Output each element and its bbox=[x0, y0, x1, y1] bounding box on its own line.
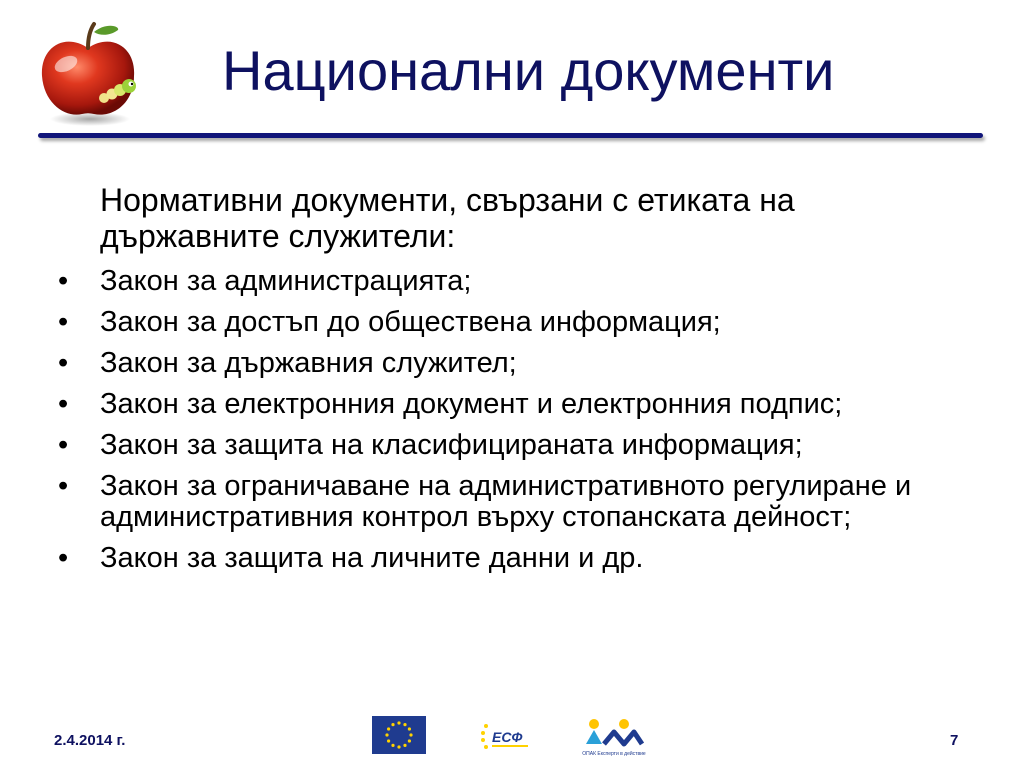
page-number: 7 bbox=[950, 732, 959, 749]
list-item bbox=[56, 389, 956, 420]
svg-text:ЕСФ: ЕСФ bbox=[492, 729, 523, 745]
bullet-symbol: • bbox=[58, 470, 69, 502]
svg-text:ОПАК Експерти в действие: ОПАК Експерти в действие bbox=[582, 751, 646, 757]
title-divider bbox=[38, 133, 983, 138]
bullet-text: Закон за достъп до обществена информация; bbox=[100, 306, 721, 338]
bullet-text: Закон за защита на класифицираната информация; bbox=[100, 429, 803, 461]
footer-date: 2.4.2014 г. bbox=[54, 732, 126, 749]
list-item bbox=[56, 348, 956, 379]
bullet-symbol: • bbox=[58, 429, 69, 461]
bullet-symbol: • bbox=[58, 265, 69, 297]
bullet-text: Закон за ограничаване на административното регулиране и административния контрол върху стопанската дейност; bbox=[100, 470, 912, 533]
bullet-symbol: • bbox=[58, 542, 69, 574]
bullet-symbol: • bbox=[58, 347, 69, 379]
bullet-text: Закон за електронния документ и електронния подпис; bbox=[100, 388, 843, 420]
slide-title: Национални документи bbox=[222, 39, 835, 102]
apple-with-worm-icon bbox=[34, 18, 142, 128]
intro-text: Нормативни документи, свързани с етиката на държавните служители: bbox=[100, 182, 795, 254]
bullet-text: Закон за държавния служител; bbox=[100, 347, 517, 379]
bullet-text: Закон за защита на личните данни и др. bbox=[100, 542, 644, 574]
bullet-symbol: • bbox=[58, 388, 69, 420]
list-item bbox=[56, 543, 956, 574]
list-item bbox=[56, 307, 956, 338]
bullet-text: Закон за администрацията; bbox=[100, 265, 472, 297]
bullet-list bbox=[56, 266, 956, 584]
opak-logo-icon bbox=[578, 714, 650, 758]
eu-flag-icon bbox=[372, 716, 426, 754]
list-item bbox=[56, 471, 956, 533]
list-item bbox=[56, 266, 956, 297]
esf-logo-icon bbox=[478, 718, 534, 754]
list-item bbox=[56, 430, 956, 461]
bullet-symbol: • bbox=[58, 306, 69, 338]
